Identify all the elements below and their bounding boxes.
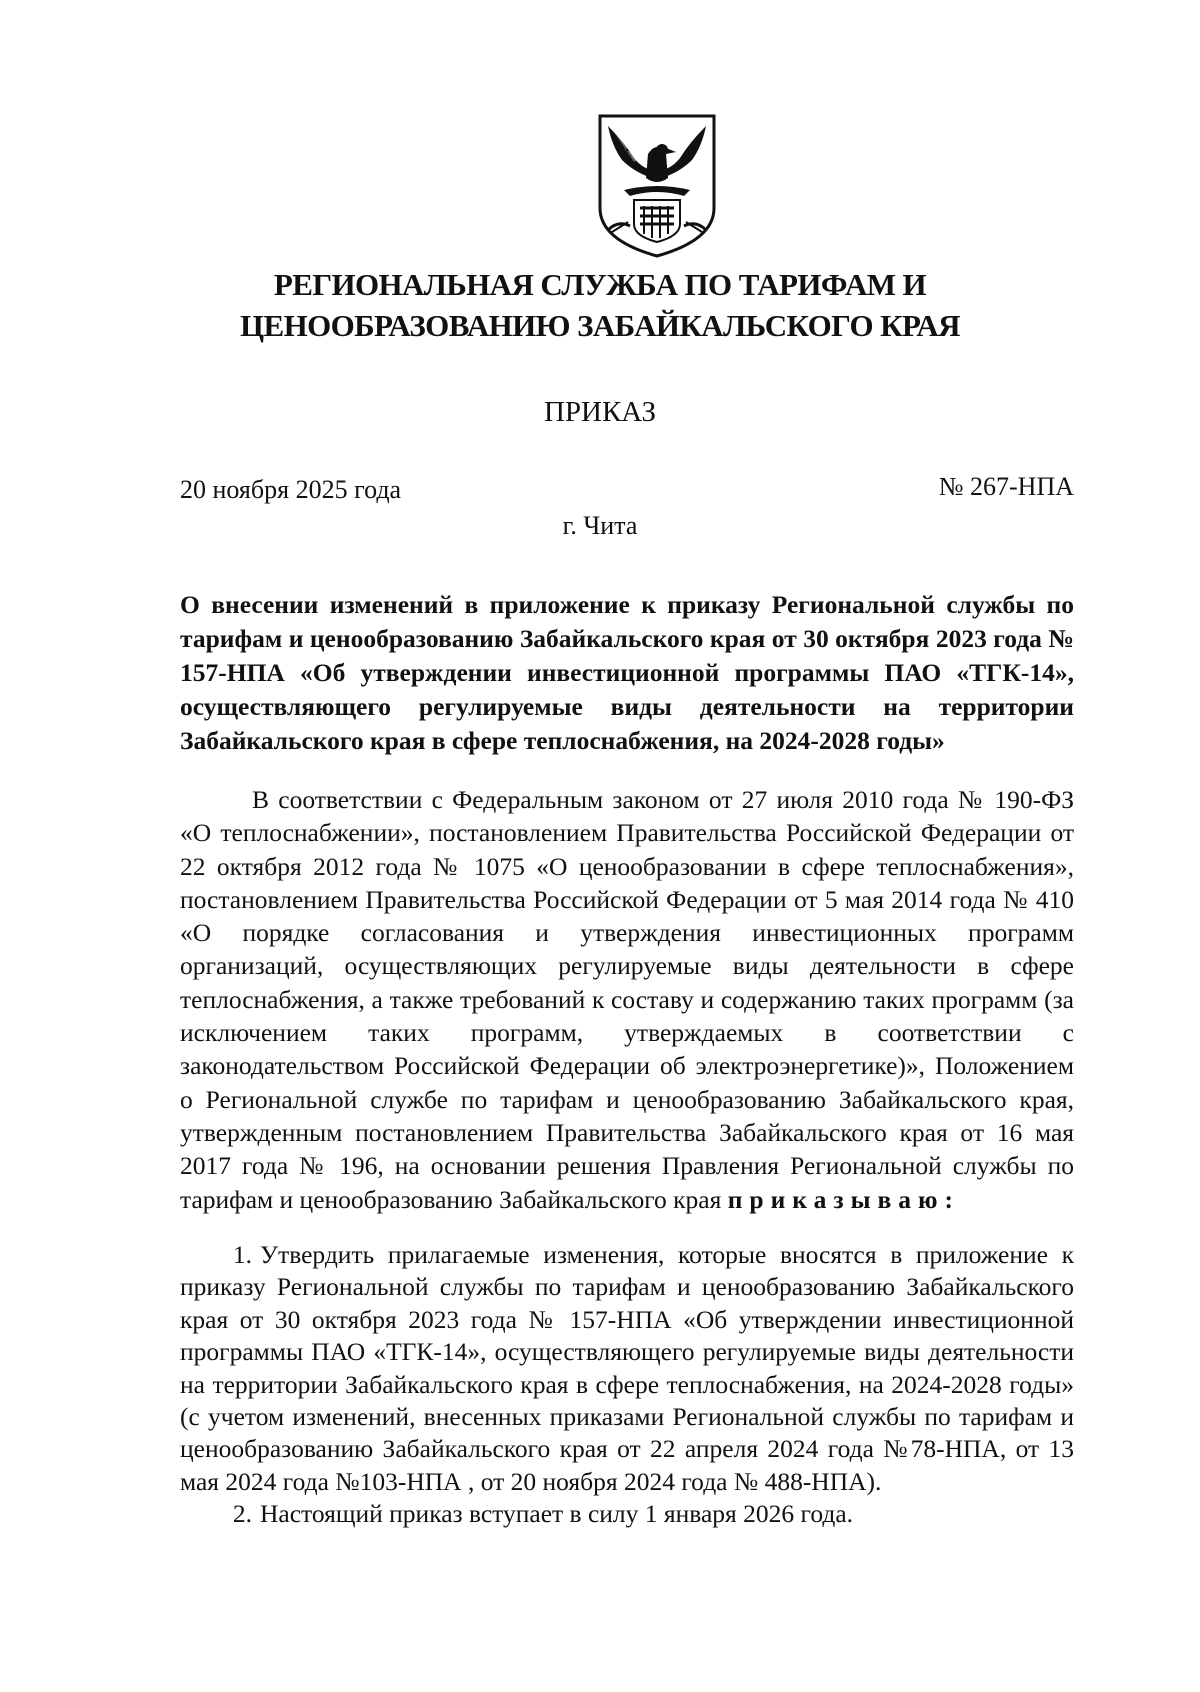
order-item-1 [180,1239,1074,1498]
organization-name [200,264,1000,346]
document-title: О внесении изменений в приложение к приказу Региональной службы по тарифам и ценообразованию Забайкальского края от 30 октября 2023 года № 157-НПА «Об утверждении инвестиционной программы ПАО «ТГК-14», осуществляющего регулируемые виды деятельности на территории Забайкальского края в сфере теплоснабжения, на 2024-2028 годы» [180,590,1074,755]
document-number: № 267-НПА [938,472,1074,501]
document-type: ПРИКАЗ [543,396,657,428]
order-word: приказываю: [727,1184,960,1214]
order-item-2 [180,1498,1074,1530]
item-number: 2. [232,1499,252,1529]
order-items [180,1239,1074,1531]
document-date: 20 ноября 2025 года [180,475,402,504]
item-text: Утвердить прилагаемые изменения, которые вносятся в приложение к приказу Региональной службы по тарифам и ценообразованию Забайкальского края от 30 октября 2023 года № 157-НПА «Об утверждении инвестиционной программы ПАО «ТГК-14», осуществляющего регулируемые виды деятельности на территории Забайкальского края в сфере теплоснабжения, на 2024-2028 годы» (с учетом изменений, внесенных приказами Региональной службы по тарифам и ценообразованию Забайкальского края от 22 апреля 2024 года №78-НПА, от 13 мая 2024 года №103-НПА , от 20 ноября 2024 года № 488-НПА). [180,1240,1074,1496]
item-number: 1. [232,1240,252,1269]
preamble-text: В соответствии с Федеральным законом от 27 июля 2010 года № 190-ФЗ «О теплоснабжении», постановлением Правительства Российской Федерации от 22 октября 2012 года № 1075 «О ценообразовании в сфере теплоснабжения», постановлением Правительства Российской Федерации от 5 мая 2014 года № 410 «О порядке согласования и утверждения инвестиционных программ организаций, осуществляющих регулируемые виды деятельности в сфере теплоснабжения, а также требований к составу и содержанию таких программ (за исключением таких программ, утверждаемых в соответствии с законодательством Российской Федерации об электроэнергетике)», Положением о Региональной службе по тарифам и ценообразованию Забайкальского края, утвержденным постановлением Правительства Забайкальского края от 16 мая 2017 года № 196, на основании решения Правления Региональной службы по тарифам и ценообразованию Забайкальского края [180,785,1074,1214]
organization-line-2: ЦЕНООБРАЗОВАНИЮ ЗАБАЙКАЛЬСКОГО КРАЯ [240,308,960,343]
organization-line-1: РЕГИОНАЛЬНАЯ СЛУЖБА ПО ТАРИФАМ И [273,267,927,302]
preamble-paragraph [180,783,1074,1216]
item-text: Настоящий приказ вступает в силу 1 января 2026 года. [260,1499,854,1529]
document-city: г. Чита [562,511,638,540]
coat-of-arms-icon [594,112,720,260]
